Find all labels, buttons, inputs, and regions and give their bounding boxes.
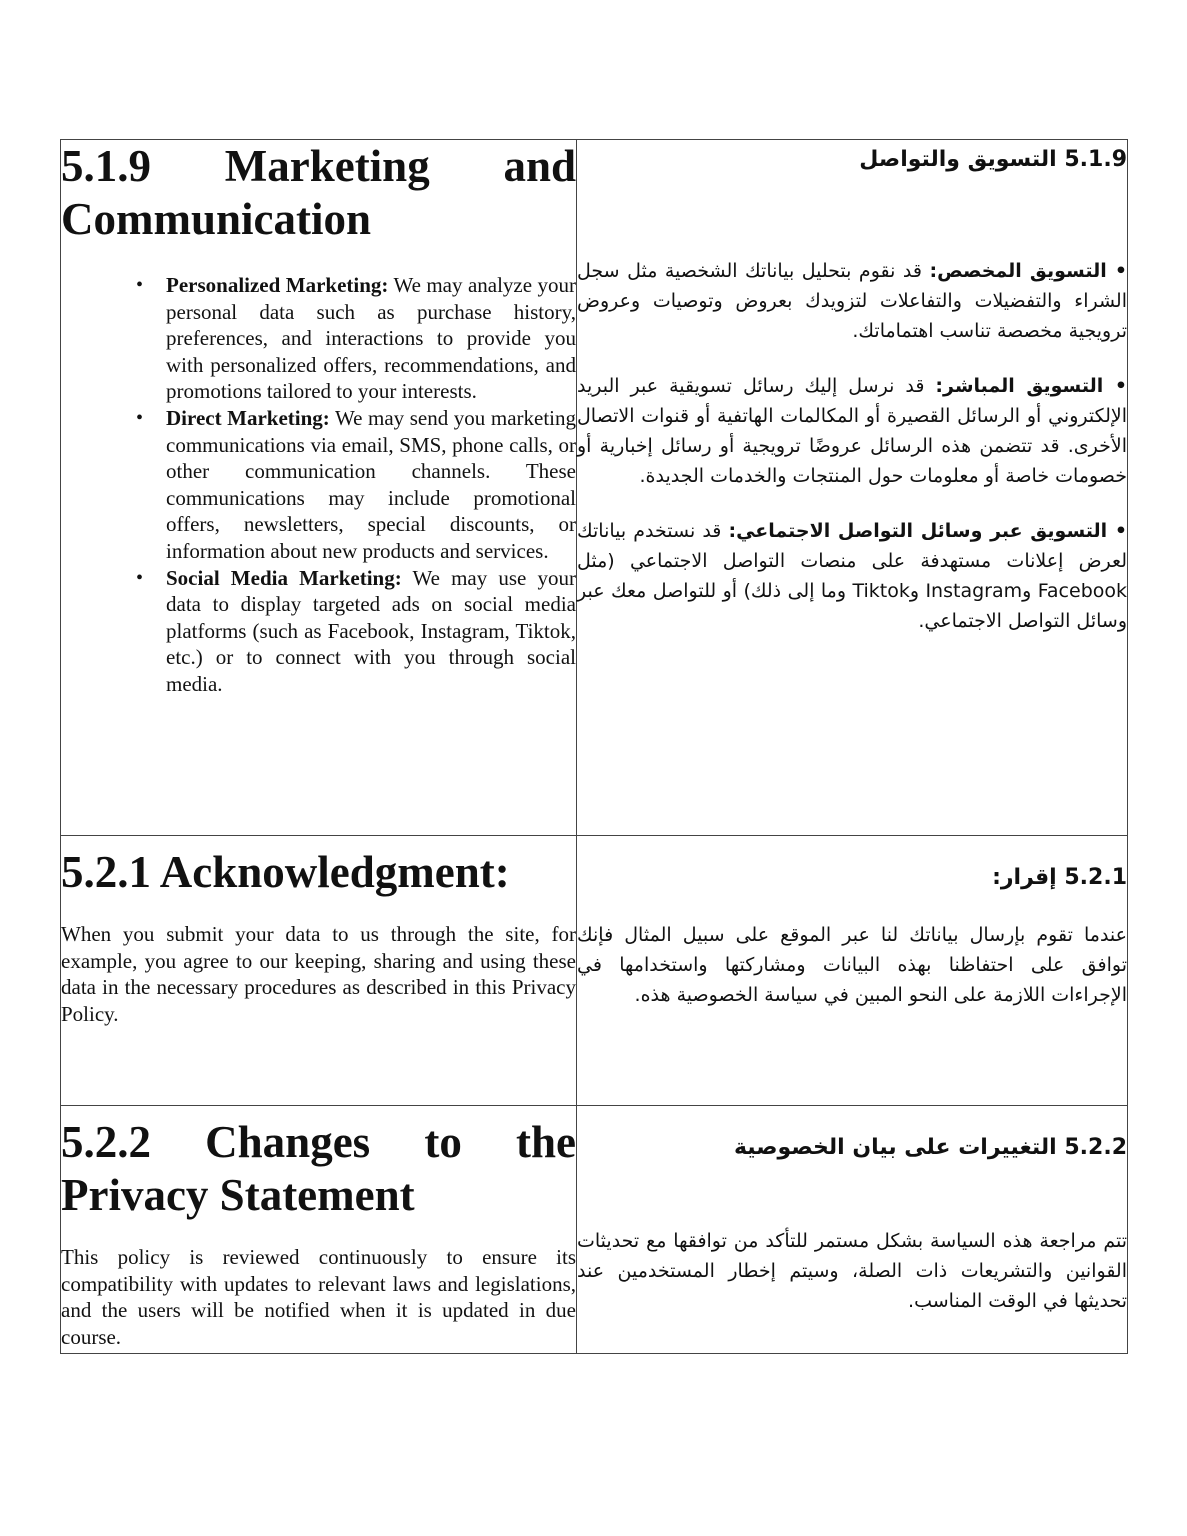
ar-term-direct: • التسويق المباشر: (935, 375, 1127, 397)
ar-item-personalized (577, 256, 1127, 346)
cell-en-acknowledgment (61, 836, 577, 1106)
ar-text-personalized: قد نقوم بتحليل بياناتك الشخصية مثل سجل الشراء والتفضيلات والتفاعلات لتزويدك بعروض وتوصيات وعروض ترويجية مخصصة تناسب اهتماماتك. (577, 260, 1127, 342)
bilingual-policy-table (60, 139, 1128, 1354)
row-acknowledgment (61, 836, 1128, 1106)
heading-marketing-ar: 5.1.9 التسويق والتواصل (859, 147, 1127, 172)
cell-en-changes (61, 1106, 577, 1354)
text-changes-ar: تتم مراجعة هذه السياسة بشكل مستمر للتأكد من توافقها مع تحديثات القوانين والتشريعات ذات الصلة، وسيتم إخطار المستخدمين عند تحديثها في الوقت المناسب. (577, 1230, 1127, 1312)
cell-ar-marketing (577, 140, 1128, 836)
term-personalized-marketing: Personalized Marketing: (166, 273, 389, 297)
heading-changes-en: 5.2.2 Changes to the Privacy Statement (61, 1117, 576, 1220)
cell-ar-acknowledgment (577, 836, 1128, 1106)
heading-changes-ar: 5.2.2 التغييرات على بيان الخصوصية (733, 1135, 1127, 1160)
list-item (166, 565, 576, 698)
heading-acknowledgment-en: 5.2.1 Acknowledgment: (61, 847, 510, 897)
term-social-media-marketing: Social Media Marketing: (166, 565, 402, 590)
text-direct-marketing: We may send you marketing communications via email, SMS, phone calls, or other communication channels. These communications may include promotional offers, newsletters, special discounts, or information about new products and services. (166, 405, 577, 563)
cell-ar-changes (577, 1106, 1128, 1354)
marketing-list-en (61, 272, 576, 698)
heading-acknowledgment-ar: 5.2.1 إقرار: (992, 865, 1127, 890)
ar-text-social: قد نستخدم بياناتك لعرض إعلانات مستهدفة على منصات التواصل الاجتماعي (مثل Facebook وInstagram وTiktok وما إلى ذلك) أو للتواصل معك عبر وسائل التواصل الاجتماعي. (577, 520, 1128, 632)
cell-en-marketing (61, 140, 577, 836)
text-acknowledgment-ar: عندما تقوم بإرسال بياناتك لنا عبر الموقع على سبيل المثال فإنك توافق على احتفاظنا بهذه البيانات ومشاركتها واستخدامها في الإجراءات اللازمة على النحو المبين في سياسة الخصوصية هذه. (577, 924, 1127, 1006)
term-direct-marketing: Direct Marketing: (166, 405, 330, 430)
text-changes-en: This policy is reviewed continuously to ensure its compatibility with updates to relevant laws and legislations, and the users will be notified when it is updated in due course. (61, 1245, 576, 1349)
heading-marketing-en: 5.1.9 Marketing and Communication (61, 141, 576, 244)
text-acknowledgment-en: When you submit your data to us through the site, for example, you agree to our keeping, sharing and using these data in the necessary procedures as described in this Privacy Policy. (61, 922, 576, 1026)
ar-term-personalized: • التسويق المخصص: (929, 260, 1127, 282)
ar-term-social: • التسويق عبر وسائل التواصل الاجتماعي: (728, 520, 1127, 542)
list-item (166, 272, 576, 405)
ar-item-social (577, 516, 1127, 636)
list-item (166, 405, 576, 565)
row-changes (61, 1106, 1128, 1354)
ar-item-direct (577, 371, 1127, 491)
text-personalized-marketing: We may analyze your personal data such as purchase history, preferences, and interactions to provide you with personalized offers, recommendations, and promotions tailored to your interests. (166, 273, 576, 404)
text-social-media-marketing: We may use your data to display targeted ads on social media platforms (such as Facebook, Instagram, Tiktok, etc.) or to connect with you through social media. (166, 565, 576, 696)
ar-text-direct: قد نرسل إليك رسائل تسويقية عبر البريد الإلكتروني أو الرسائل القصيرة أو المكالمات الهاتفية أو قنوات الاتصال الأخرى. قد تتضمن هذه الرسائل عروضًا ترويجية أو رسائل إخبارية أو خصومات خاصة أو معلومات حول المنتجات والخدمات الجديدة. (577, 375, 1127, 487)
row-marketing (61, 140, 1128, 836)
